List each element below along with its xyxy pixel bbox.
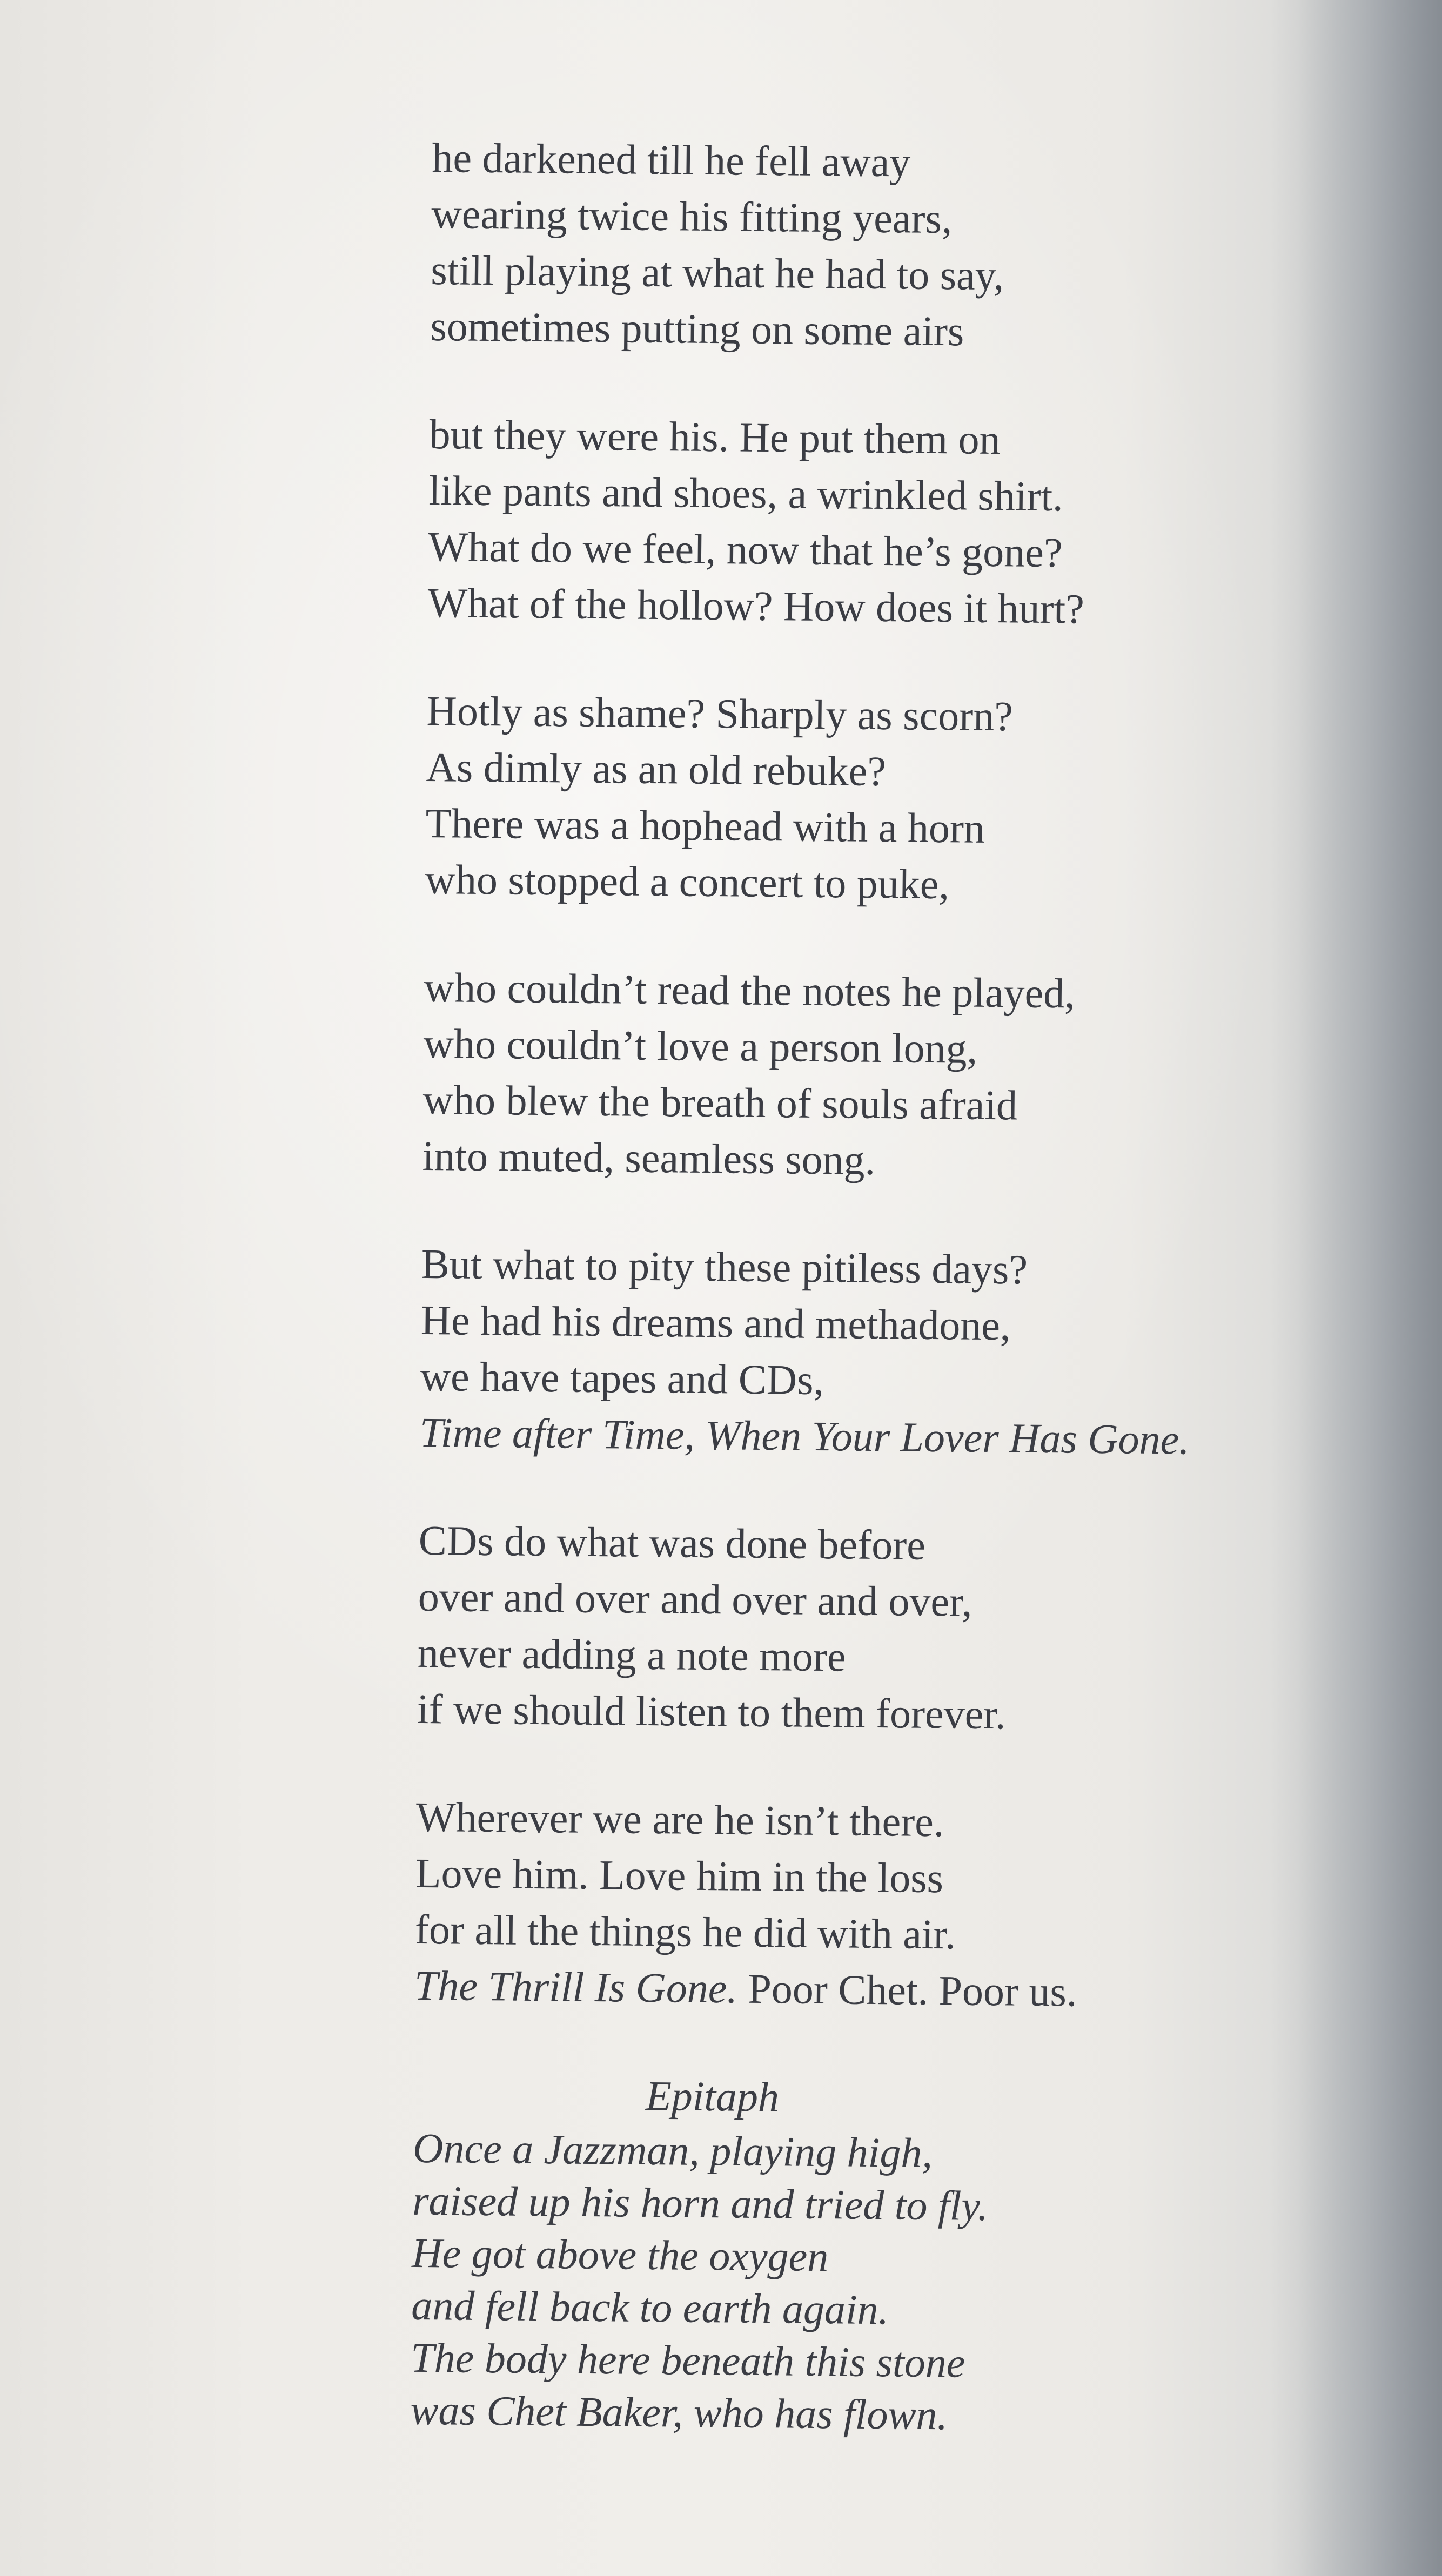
poem-line: sometimes putting on some airs: [430, 302, 964, 355]
poem-line: never adding a note more: [417, 1629, 847, 1680]
poem-line: who couldn’t love a person long,: [423, 1019, 978, 1072]
poem-line: like pants and shoes, a wrinkled shirt.: [428, 466, 1064, 520]
stanza: [422, 959, 1267, 1192]
epitaph: [410, 2066, 1257, 2444]
poem-line: for all the things he did with air.: [414, 1905, 956, 1958]
epitaph-line: and fell back to earth again.: [411, 2281, 889, 2333]
poem-text: [410, 130, 1275, 2444]
epitaph-title: Epitaph: [645, 2071, 780, 2121]
poem-line: who couldn’t read the notes he played,: [424, 963, 1076, 1017]
song-title: The Thrill Is Gone.: [414, 1961, 738, 2012]
epitaph-line: raised up his horn and tried to fly.: [412, 2176, 989, 2230]
poem-line: He had his dreams and methadone,: [420, 1296, 1011, 1349]
poem-line: What of the hollow? How does it hurt?: [427, 579, 1085, 633]
poem-line: As dimly as an old rebuke?: [426, 743, 887, 795]
stanza: [425, 683, 1270, 916]
poem-line: wearing twice his fitting years,: [431, 190, 953, 243]
poem-line: but they were his. He put them on: [429, 410, 1001, 463]
poem-line: [414, 1958, 1258, 2022]
poem-line: still playing at what he had to say,: [431, 246, 1004, 299]
stanza: [414, 1789, 1259, 2022]
poem-line: we have tapes and CDs,: [420, 1352, 824, 1404]
stanza: [419, 1236, 1264, 1469]
poem-line: who blew the breath of souls afraid: [422, 1075, 1018, 1129]
poem-line: But what to pity these pitiless days?: [421, 1240, 1028, 1293]
line-end: Poor Chet. Poor us.: [737, 1965, 1077, 2015]
page-edge-shadow: [1269, 0, 1442, 2576]
poem-line: if we should listen to them forever.: [417, 1685, 1006, 1738]
epitaph-line: was Chet Baker, who has flown.: [410, 2386, 948, 2439]
poem-line: over and over and over and over,: [418, 1572, 972, 1625]
stanza: [427, 406, 1272, 639]
poem-line: There was a hophead with a horn: [425, 799, 985, 852]
epitaph-line: Once a Jazzman, playing high,: [412, 2124, 933, 2177]
poem-line: who stopped a concert to puke,: [425, 855, 950, 908]
stanza: [417, 1512, 1262, 1745]
poem-line: Wherever we are he isn’t there.: [415, 1793, 944, 1846]
poem-line: he darkened till he fell away: [432, 133, 911, 186]
epitaph-line: He got above the oxygen: [411, 2229, 829, 2281]
poem-line: Hotly as shame? Sharply as scorn?: [426, 687, 1014, 740]
poem-line-song-titles: Time after Time, When Your Lover Has Gone.: [419, 1408, 1190, 1463]
epitaph-line: The body here beneath this stone: [410, 2333, 965, 2386]
poem-line: What do we feel, now that he’s gone?: [428, 522, 1063, 576]
poem-line: CDs do what was done before: [418, 1516, 926, 1569]
poem-line: Love him. Love him in the loss: [415, 1849, 944, 1902]
stanza: [430, 130, 1275, 362]
poem-line: into muted, seamless song.: [422, 1132, 876, 1183]
